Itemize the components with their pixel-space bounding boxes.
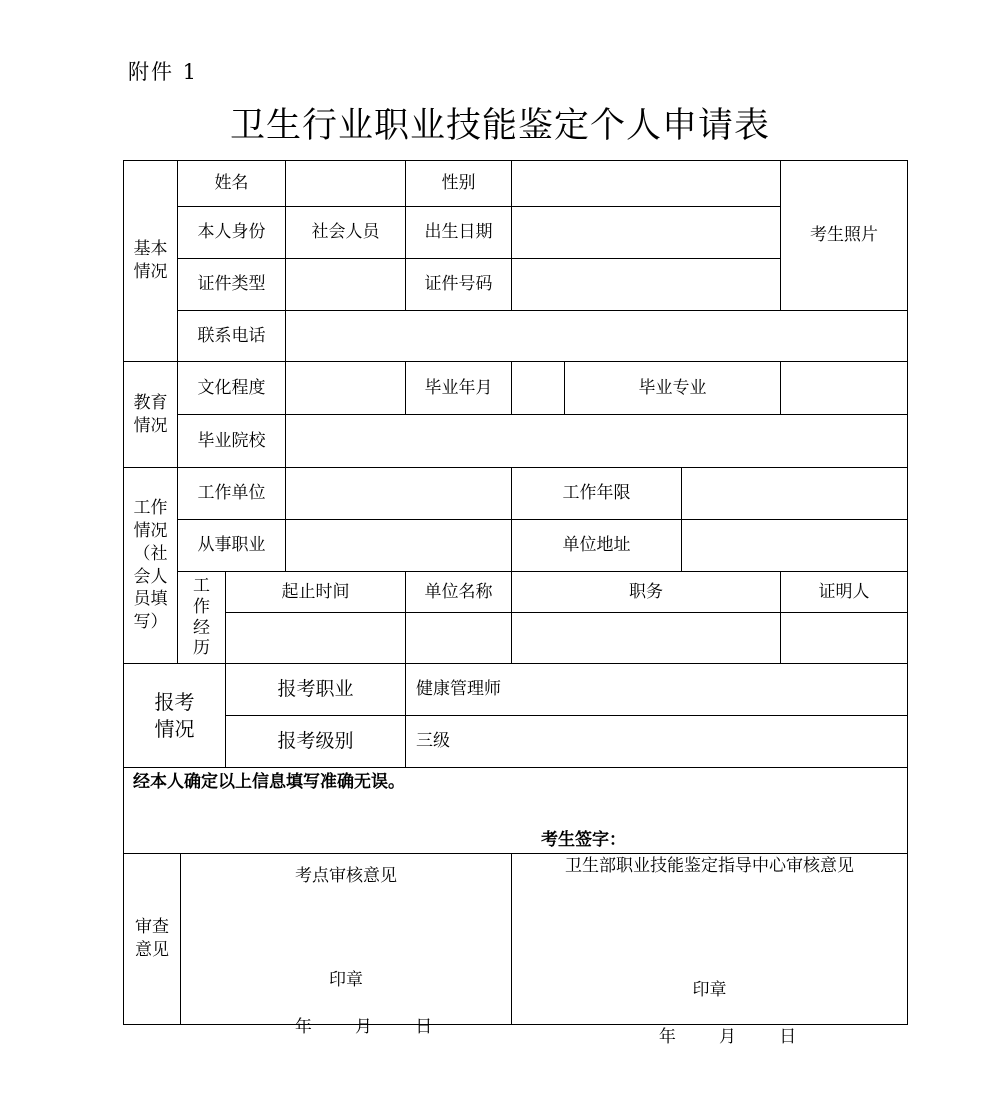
employer-address-label: 单位地址 <box>562 535 631 556</box>
employer-label: 工作单位 <box>197 483 266 504</box>
school-label: 毕业院校 <box>197 430 266 451</box>
section-basic-label: 基本 情况 <box>133 239 168 282</box>
site-date-day: 日 <box>415 1017 433 1037</box>
center-review-date <box>648 1002 796 1047</box>
id-number-label: 证件号码 <box>424 274 493 295</box>
history-period-field[interactable] <box>226 613 405 663</box>
gender-field[interactable] <box>512 161 780 206</box>
major-field[interactable] <box>781 362 907 414</box>
page-title: 卫生行业职业技能鉴定个人申请表 <box>229 106 770 146</box>
exam-occupation-label: 报考职业 <box>277 678 354 701</box>
history-header-period: 起止时间 <box>281 581 350 602</box>
section-review-label: 审查 意见 <box>135 917 169 960</box>
id-number-field[interactable] <box>512 259 780 310</box>
site-review-label: 考点审核意见 <box>295 865 397 886</box>
identity-label: 本人身份 <box>197 222 266 243</box>
id-type-label: 证件类型 <box>197 274 266 295</box>
site-seal: 印章 <box>329 969 363 990</box>
center-seal: 印章 <box>692 979 727 1000</box>
history-header-employer: 单位名称 <box>424 581 493 602</box>
history-position-field[interactable] <box>512 613 780 663</box>
major-label: 毕业专业 <box>638 377 707 398</box>
signature-label[interactable]: 考生签字： <box>541 829 626 850</box>
employer-address-field[interactable] <box>682 520 907 571</box>
work-years-field[interactable] <box>682 468 907 519</box>
birth-date-field[interactable] <box>512 207 780 258</box>
section-exam-label: 报考 情况 <box>154 689 195 741</box>
history-header-position: 职务 <box>629 581 663 602</box>
name-field[interactable] <box>286 161 405 206</box>
id-type-field[interactable] <box>286 259 405 310</box>
photo-label[interactable]: 考生照片 <box>810 225 878 246</box>
exam-level-value: 三级 <box>416 731 450 752</box>
declaration-text: 经本人确定以上信息填写准确无误。 <box>133 771 405 792</box>
center-date-month: 月 <box>719 1027 737 1047</box>
graduation-date-field[interactable] <box>512 362 564 414</box>
site-review-date <box>284 992 432 1037</box>
exam-level-label: 报考级别 <box>277 730 354 753</box>
birth-date-label: 出生日期 <box>424 222 493 243</box>
attachment-label: 附件 1 <box>128 60 199 84</box>
center-date-day: 日 <box>779 1027 797 1047</box>
education-level-field[interactable] <box>286 362 405 414</box>
occupation-label: 从事职业 <box>197 535 266 556</box>
work-history-label: 工 作 经 历 <box>193 576 210 659</box>
section-education-label: 教育 情况 <box>133 392 168 436</box>
site-date-year: 年 <box>294 1017 312 1037</box>
exam-occupation-value: 健康管理师 <box>416 679 501 700</box>
work-years-label: 工作年限 <box>562 483 631 504</box>
gender-label: 性别 <box>441 173 476 194</box>
phone-field[interactable] <box>286 311 907 361</box>
history-witness-field[interactable] <box>781 613 907 663</box>
phone-label: 联系电话 <box>197 325 266 346</box>
employer-field[interactable] <box>286 468 511 519</box>
site-date-month: 月 <box>355 1017 373 1037</box>
history-header-witness: 证明人 <box>818 581 870 602</box>
name-label: 姓名 <box>214 173 249 194</box>
identity-value: 社会人员 <box>311 222 380 243</box>
history-employer-field[interactable] <box>406 613 511 663</box>
occupation-field[interactable] <box>286 520 511 571</box>
graduation-date-label: 毕业年月 <box>424 377 493 398</box>
section-work-label: 工作 情况 （社 会人 员填 写） <box>133 497 168 633</box>
education-level-label: 文化程度 <box>197 377 266 398</box>
school-field[interactable] <box>286 415 907 467</box>
center-review-label: 卫生部职业技能鉴定指导中心审核意见 <box>565 855 854 876</box>
center-date-year: 年 <box>658 1027 676 1047</box>
